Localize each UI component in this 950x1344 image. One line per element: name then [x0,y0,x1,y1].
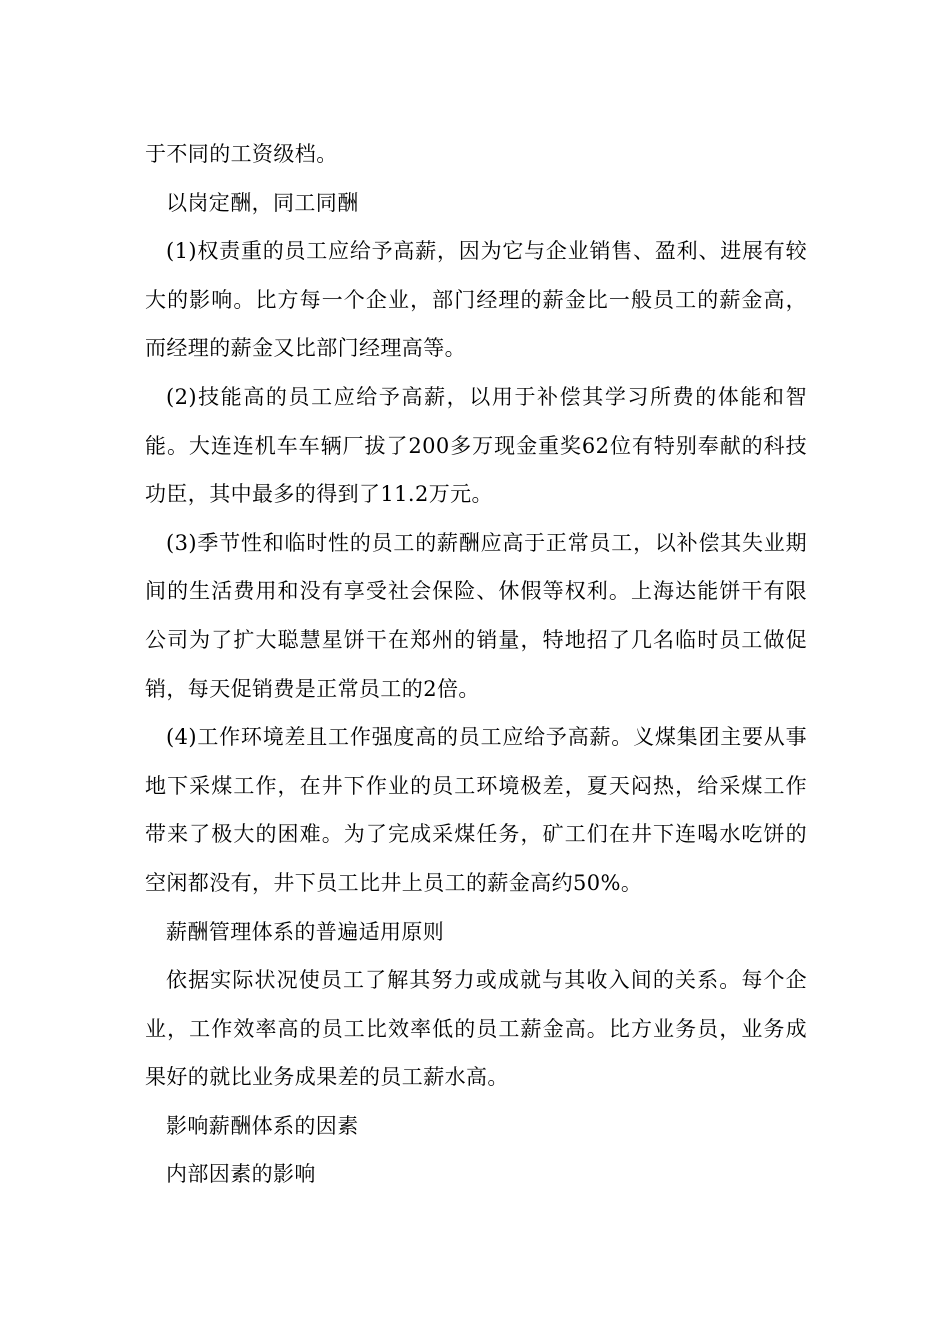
section-heading-general-principles: 薪酬管理体系的普遍适用原则 [166,919,445,944]
section-heading-pay-by-position: 以岗定酬，同工同酬 [166,190,359,215]
paragraph-general-principles: 依据实际状况使员工了解其努力或成就与其收入间的关系。每个企业，工作效率高的员工比效率低的员工薪金高。比方业务员，业务成果好的就比业务成果差的员工薪水高。 [145,968,807,1090]
paragraph-item-3: (3)季节性和临时性的员工的薪酬应高于正常员工，以补偿其失业期间的生活费用和没有享受社会保险、休假等权利。上海达能饼干有限公司为了扩大聪慧星饼干在郑州的销量，特地招了几名临时员工做促销，每天促销费是正常员工的2倍。 [145,530,807,701]
paragraph-continuation: 于不同的工资级档。 [145,142,338,166]
paragraph-item-4: (4)工作环境差且工作强度高的员工应给予高薪。义煤集团主要从事地下采煤工作，在井下作业的员工环境极差，夏天闷热，给采煤工作带来了极大的困难。为了完成采煤任务，矿工们在井下连喝水吃饼的空闲都没有，井下员工比井上员工的薪金高约50%。 [145,725,807,895]
section-heading-internal-factors: 内部因素的影响 [166,1162,316,1187]
paragraph-item-2: (2)技能高的员工应给予高薪，以用于补偿其学习所费的体能和智能。大连连机车车辆厂拔了200多万现金重奖62位有特别奉献的科技功臣，其中最多的得到了11.2万元。 [145,384,807,507]
paragraph-item-1: (1)权责重的员工应给予高薪，因为它与企业销售、盈利、进展有较大的影响。比方每一个企业，部门经理的薪金比一般员工的薪金高，而经理的薪金又比部门经理高等。 [145,239,807,361]
section-heading-influencing-factors: 影响薪酬体系的因素 [166,1113,359,1138]
document-body [145,130,807,1199]
